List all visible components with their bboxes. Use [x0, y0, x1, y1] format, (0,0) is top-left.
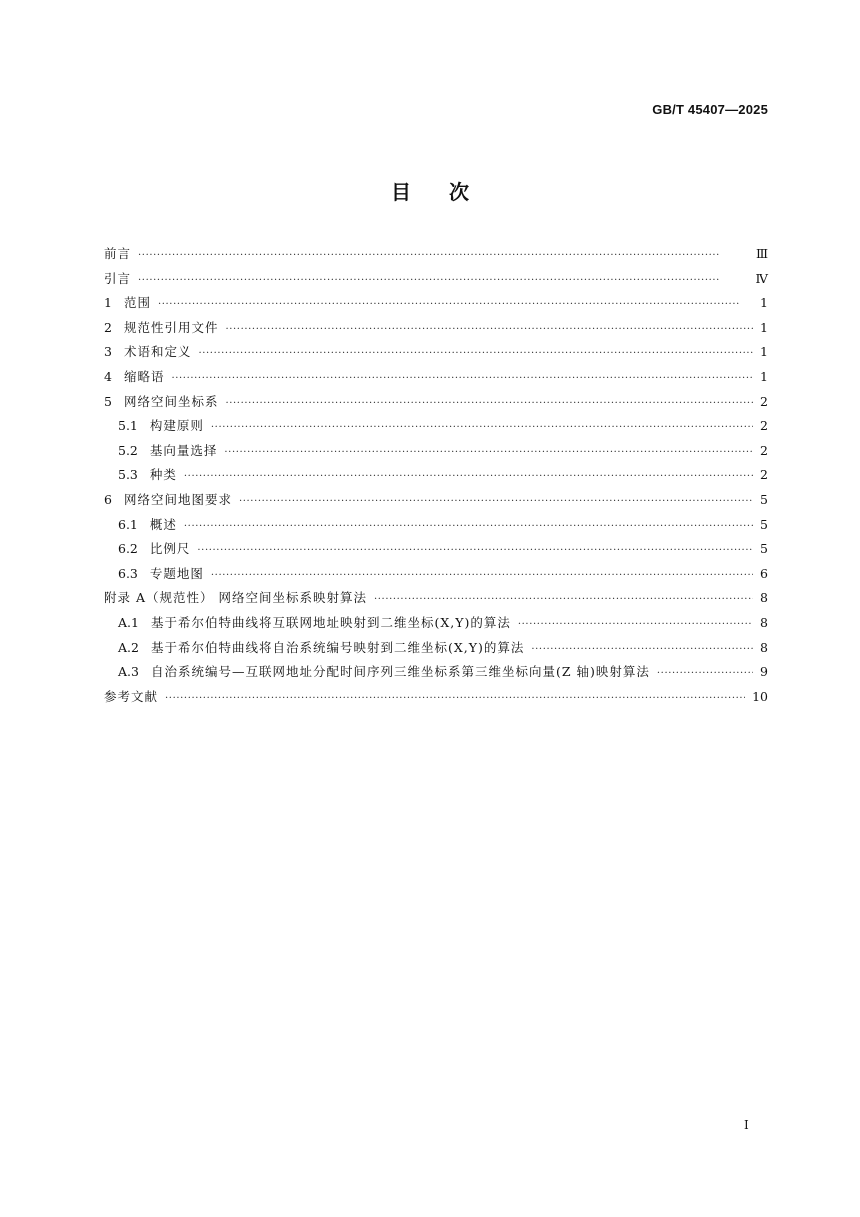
- toc-entry-title: 网络空间地图要求: [123, 491, 232, 507]
- toc-entry[interactable]: [104, 416, 768, 441]
- toc-leader-dots: [171, 374, 753, 384]
- toc-entry-title: 基向量选择: [149, 442, 218, 458]
- toc-leader-dots: [374, 595, 753, 605]
- toc-entry[interactable]: [104, 687, 768, 712]
- toc-entry-title: 比例尺: [149, 541, 191, 557]
- toc-leader-dots: [184, 472, 753, 482]
- toc-entry-page: 9: [760, 664, 768, 680]
- toc-entry-title: 规范性引用文件: [123, 319, 219, 335]
- toc-leader-dots: [197, 546, 753, 556]
- toc-entry-number: A.2: [118, 639, 139, 655]
- toc-entry-title: 术语和定义: [123, 344, 192, 360]
- toc-entry-page: 2: [760, 467, 768, 483]
- toc-entry-page: 5: [760, 491, 768, 507]
- toc-entry-title: 概述: [149, 516, 177, 532]
- toc-entry-page: 2: [760, 442, 768, 458]
- toc-entry[interactable]: [104, 638, 768, 663]
- toc-entry-title: 前言: [104, 246, 132, 261]
- toc-entry[interactable]: [104, 613, 768, 638]
- toc-entry-title: 缩略语: [123, 368, 165, 384]
- toc-entry-page: 8: [760, 639, 768, 655]
- toc-leader-dots: [224, 448, 753, 458]
- toc-entry-number: 6.3: [118, 565, 138, 581]
- toc-entry[interactable]: [104, 441, 768, 466]
- toc-entry[interactable]: [104, 342, 768, 367]
- toc-entry[interactable]: [104, 244, 768, 269]
- toc-entry[interactable]: [104, 539, 768, 564]
- toc-entry-page: 8: [760, 590, 768, 606]
- standard-code: GB/T 45407—2025: [652, 102, 768, 117]
- toc-entry[interactable]: [104, 293, 768, 318]
- toc-entry-number: 6: [104, 491, 112, 507]
- toc-entry-title: 参考文献: [104, 688, 159, 704]
- toc-entry[interactable]: [104, 515, 768, 540]
- toc-entry-title: 自治系统编号—互联网地址分配时间序列三维坐标系第三维坐标向量(Z 轴)映射算法: [150, 664, 650, 680]
- toc-entry-number: A.3: [118, 664, 139, 680]
- toc-entry-number: 1: [104, 295, 112, 311]
- toc-entry-page: 1: [760, 295, 768, 311]
- toc-entry[interactable]: [104, 662, 768, 687]
- toc-entry-title: 网络空间坐标系: [123, 393, 219, 409]
- toc-title: 目次: [391, 180, 507, 204]
- toc-leader-dots: [138, 251, 749, 261]
- toc-entry-number: 5: [104, 393, 112, 409]
- toc-entry-number: 6.2: [118, 541, 138, 557]
- toc-entry-title: 构建原则: [149, 418, 204, 434]
- toc-entry[interactable]: [104, 269, 768, 294]
- toc-entry-title: 附录 A（规范性） 网络空间坐标系映射算法: [104, 590, 367, 606]
- page-number: I: [744, 1118, 749, 1132]
- toc-entry[interactable]: [104, 318, 768, 343]
- toc-entry-page: 5: [760, 541, 768, 557]
- toc-entry-title: 基于希尔伯特曲线将互联网地址映射到二维坐标(X,Y)的算法: [150, 614, 511, 630]
- toc-entry-number: 5.2: [118, 442, 138, 458]
- toc-entry-number: 3: [104, 344, 112, 360]
- toc-leader-dots: [138, 276, 748, 286]
- toc-entry-page: 2: [760, 393, 768, 409]
- toc-leader-dots: [211, 571, 753, 581]
- toc-entry-page: Ⅲ: [755, 246, 768, 261]
- toc-entry[interactable]: [104, 564, 768, 589]
- toc-entry[interactable]: [104, 465, 768, 490]
- table-of-contents: [104, 244, 768, 711]
- toc-entry-page: 2: [760, 418, 768, 434]
- toc-entry-number: 6.1: [118, 516, 138, 532]
- toc-entry-title: 种类: [149, 467, 177, 483]
- toc-leader-dots: [198, 349, 753, 359]
- toc-entry[interactable]: [104, 490, 768, 515]
- toc-leader-dots: [239, 497, 753, 507]
- toc-entry-page: 1: [760, 319, 768, 335]
- toc-entry-number: 5.3: [118, 467, 138, 483]
- toc-entry-page: 8: [760, 614, 768, 630]
- toc-leader-dots: [518, 620, 753, 630]
- toc-leader-dots: [211, 423, 753, 433]
- toc-leader-dots: [657, 669, 753, 679]
- toc-entry-title: 范围: [123, 295, 151, 311]
- toc-entry-number: 4: [104, 368, 112, 384]
- toc-entry[interactable]: [104, 367, 768, 392]
- toc-entry[interactable]: [104, 588, 768, 613]
- toc-leader-dots: [225, 399, 753, 409]
- toc-entry-number: A.1: [118, 614, 139, 630]
- toc-entry-page: Ⅳ: [755, 270, 768, 286]
- toc-leader-dots: [531, 645, 753, 655]
- toc-entry-title: 引言: [104, 270, 132, 286]
- toc-entry[interactable]: [104, 392, 768, 417]
- toc-entry-page: 5: [760, 516, 768, 532]
- toc-leader-dots: [158, 300, 753, 310]
- toc-leader-dots: [184, 522, 753, 532]
- toc-leader-dots: [165, 694, 745, 704]
- toc-entry-title: 专题地图: [149, 565, 204, 581]
- toc-entry-page: 1: [760, 368, 768, 384]
- toc-entry-title: 基于希尔伯特曲线将自治系统编号映射到二维坐标(X,Y)的算法: [150, 639, 525, 655]
- toc-entry-number: 2: [104, 319, 112, 335]
- toc-leader-dots: [225, 325, 753, 335]
- toc-entry-number: 5.1: [118, 418, 138, 434]
- toc-entry-page: 1: [760, 344, 768, 360]
- toc-entry-page: 6: [760, 565, 768, 581]
- toc-entry-page: 10: [752, 688, 768, 704]
